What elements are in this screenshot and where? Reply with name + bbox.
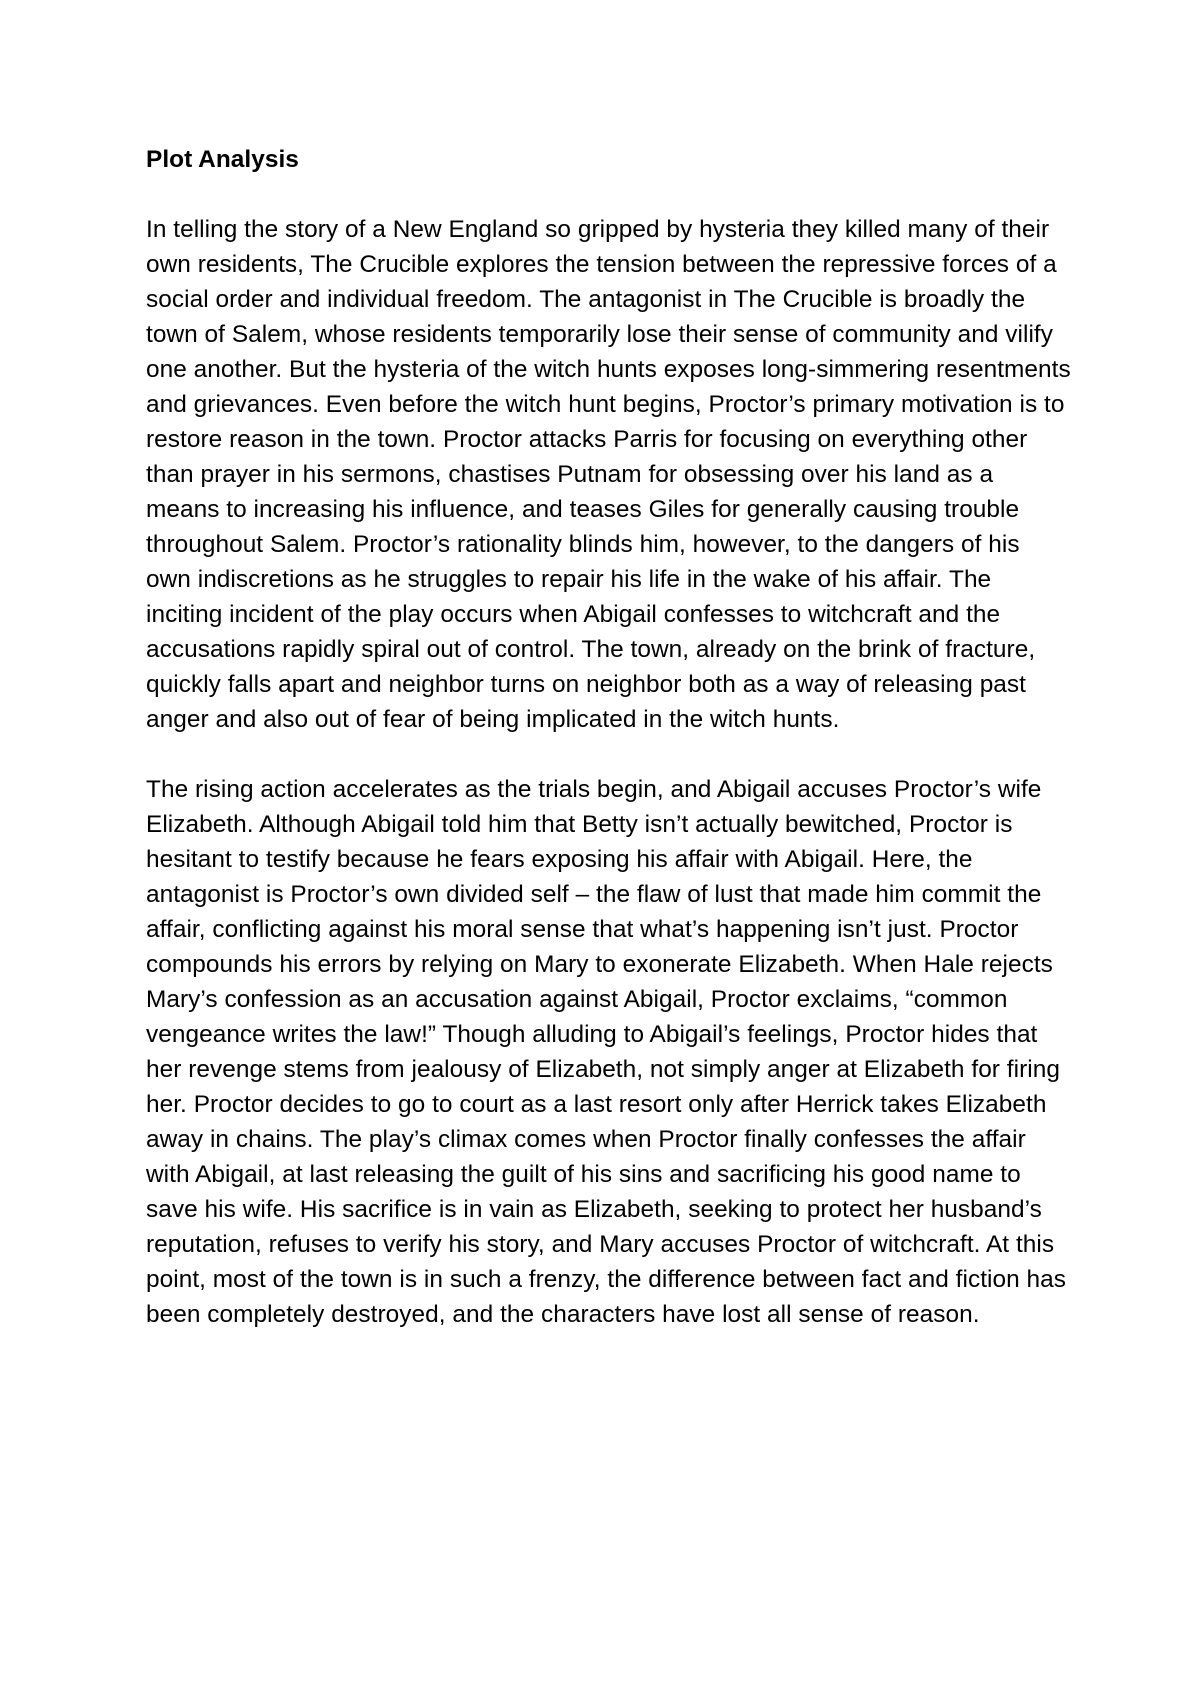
paragraph-2: The rising action accelerates as the trials begin, and Abigail accuses Proctor’s wife Elizabeth. Although Abigail told him that Betty isn’t actually bewitched, Proctor is hesitant to testify because he fears exposing his affair with Abigail. Here, the antagonist is Proctor’s own divided self – the flaw of lust that made him commit the affair, conflicting against his moral sense that what’s happening isn’t just. Proctor compounds his errors by relying on Mary to exonerate Elizabeth. When Hale rejects Mary’s confession as an accusation against Abigail, Proctor exclaims, “common vengeance writes the law!” Though alluding to Abigail’s feelings, Proctor hides that her revenge stems from jealousy of Elizabeth, not simply anger at Elizabeth for firing her. Proctor decides to go to court as a last resort only after Herrick takes Elizabeth away in chains. The play’s climax comes when Proctor finally confesses the affair with Abigail, at last releasing the guilt of his sins and sacrificing his good name to save his wife. His sacrifice is in vain as Elizabeth, seeking to protect her husband’s reputation, refuses to verify his story, and Mary accuses Proctor of witchcraft. At this point, most of the town is in such a frenzy, the difference between fact and fiction has been completely destroyed, and the characters have lost all sense of reason. [146, 776, 1067, 1328]
document-body [146, 142, 1071, 1332]
document-title: Plot Analysis [146, 146, 299, 173]
paragraph-1: In telling the story of a New England so gripped by hysteria they killed many of their own residents, The Crucible explores the tension between the repressive forces of a social order and individual freedom. The antagonist in The Crucible is broadly the town of Salem, whose residents temporarily lose their sense of community and vilify one another. But the hysteria of the witch hunts exposes long-simmering resentments and grievances. Even before the witch hunt begins, Proctor’s primary motivation is to restore reason in the town. Proctor attacks Parris for focusing on everything other than prayer in his sermons, chastises Putnam for obsessing over his land as a means to increasing his influence, and teases Giles for generally causing trouble throughout Salem. Proctor’s rationality blinds him, however, to the dangers of his own indiscretions as he struggles to repair his life in the wake of his affair. The inciting incident of the play occurs when Abigail confesses to witchcraft and the accusations rapidly spiral out of control. The town, already on the brink of fracture, quickly falls apart and neighbor turns on neighbor both as a way of releasing past anger and also out of fear of being implicated in the witch hunts. [146, 216, 1071, 733]
